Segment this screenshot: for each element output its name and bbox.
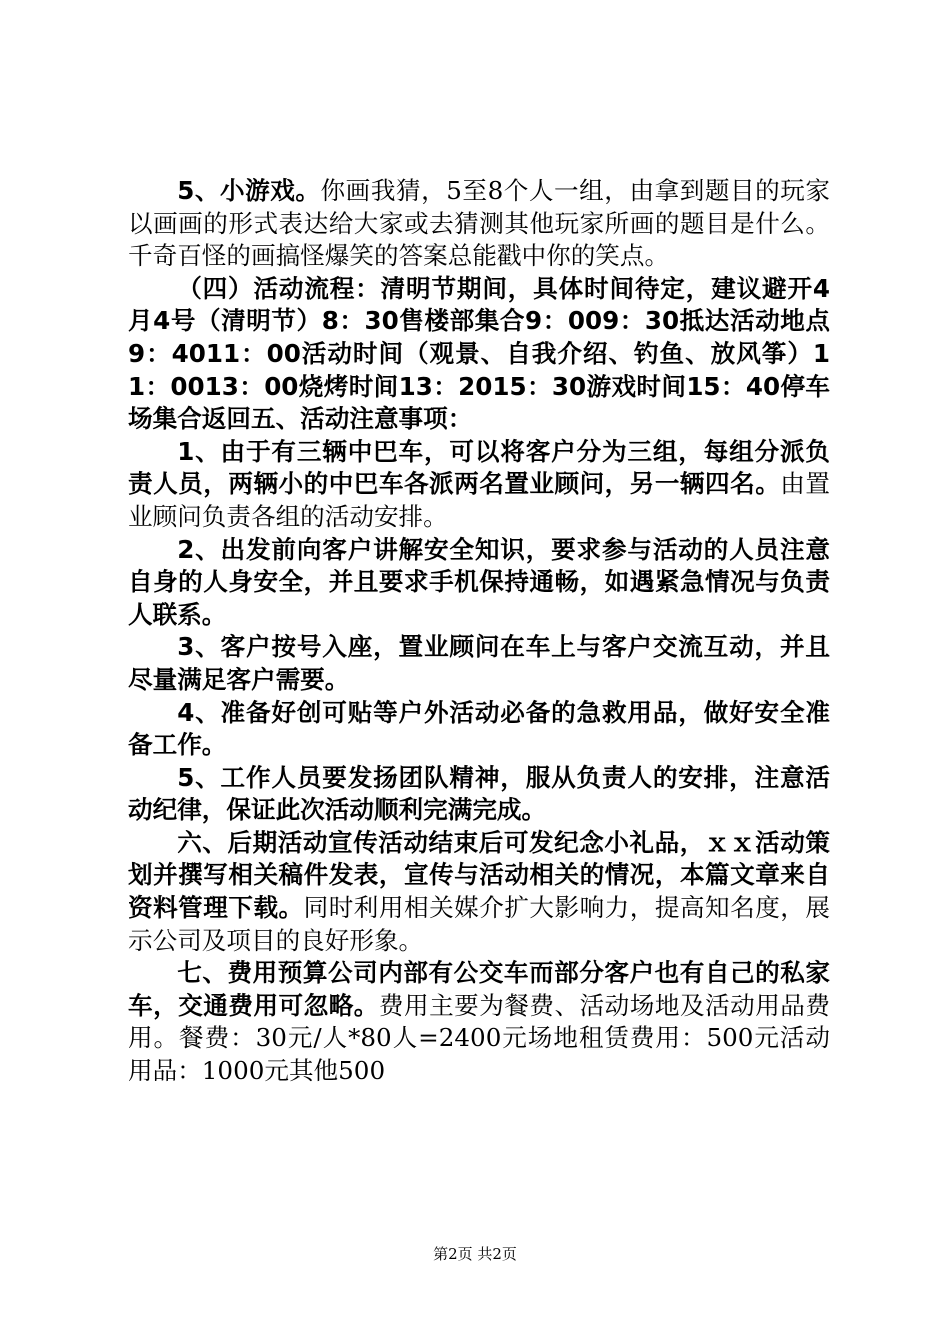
- paragraph-note-2: [128, 534, 830, 632]
- paragraph-note-5: [128, 762, 830, 827]
- paragraph-heading: 3、客户按号入座，置业顾问在车上与客户交流互动，并且尽量满足客户需要。: [128, 632, 830, 694]
- paragraph-text: 你画我猜，5至8个人一组，由拿到题目的玩家以画画的形式表达给大家或去猜测其他玩家所画的题目是什么。千奇百怪的画搞怪爆笑的答案总能戳中你的笑点。: [128, 176, 831, 271]
- paragraph-budget: [128, 957, 830, 1087]
- paragraph-heading: 六、后期活动宣传活动结束后可发纪念小礼品，ｘｘ活动策划并撰写相关稿件发表，宣传与活动相关的情况，本篇文章来自资料管理下载。: [128, 827, 830, 923]
- paragraph-heading: 5、小游戏。: [177, 176, 321, 205]
- paragraph-game: [128, 175, 830, 273]
- paragraph-heading: 2、出发前向客户讲解安全知识，要求参与活动的人员注意自身的人身安全，并且要求手机保持通畅，如遇紧急情况与负责人联系。: [128, 534, 830, 629]
- paragraph-text: 费用主要为餐费、活动场地及活动用品费用。餐费：30元/人*80人=2400元场地租赁费用：500元活动用品：1000元其他500: [128, 990, 830, 1086]
- paragraph-heading: 5、工作人员要发扬团队精神，服从负责人的安排，注意活动纪律，保证此次活动顺利完满完成。: [128, 762, 830, 825]
- paragraph-text: 同时利用相关媒介扩大影响力，提高知名度，展示公司及项目的良好形象。: [128, 893, 830, 955]
- paragraph-heading: 1、由于有三辆中巴车，可以将客户分为三组，每组分派负责人员，两辆小的中巴车各派两名置业顾问，另一辆四名。: [128, 436, 830, 499]
- paragraph-heading: 4、准备好创可贴等户外活动必备的急救用品，做好安全准备工作。: [128, 697, 830, 760]
- document-body: [128, 175, 830, 1088]
- paragraph-schedule: [128, 273, 830, 436]
- paragraph-note-4: [128, 697, 830, 762]
- paragraph-heading: 七、费用预算公司内部有公交车而部分客户也有自己的私家车，交通费用可忽略。: [128, 958, 830, 1020]
- paragraph-note-1: [128, 436, 830, 534]
- paragraph-promotion: [128, 827, 830, 957]
- page-footer: 第2页 共2页: [433, 1245, 517, 1263]
- paragraph-heading: （四）活动流程：清明节期间，具体时间待定，建议避开4月4号（清明节）8：30售楼部集合9：009：30抵达活动地点9：4011：00活动时间（观景、自我介绍、钓鱼、放风筝）11：0013：00烧烤时间13：2015：30游戏时间15：40停车场集合返回五、活动注意事项：: [128, 273, 830, 434]
- paragraph-text: 由置业顾问负责各组的活动安排。: [128, 469, 830, 531]
- paragraph-note-3: [128, 631, 830, 696]
